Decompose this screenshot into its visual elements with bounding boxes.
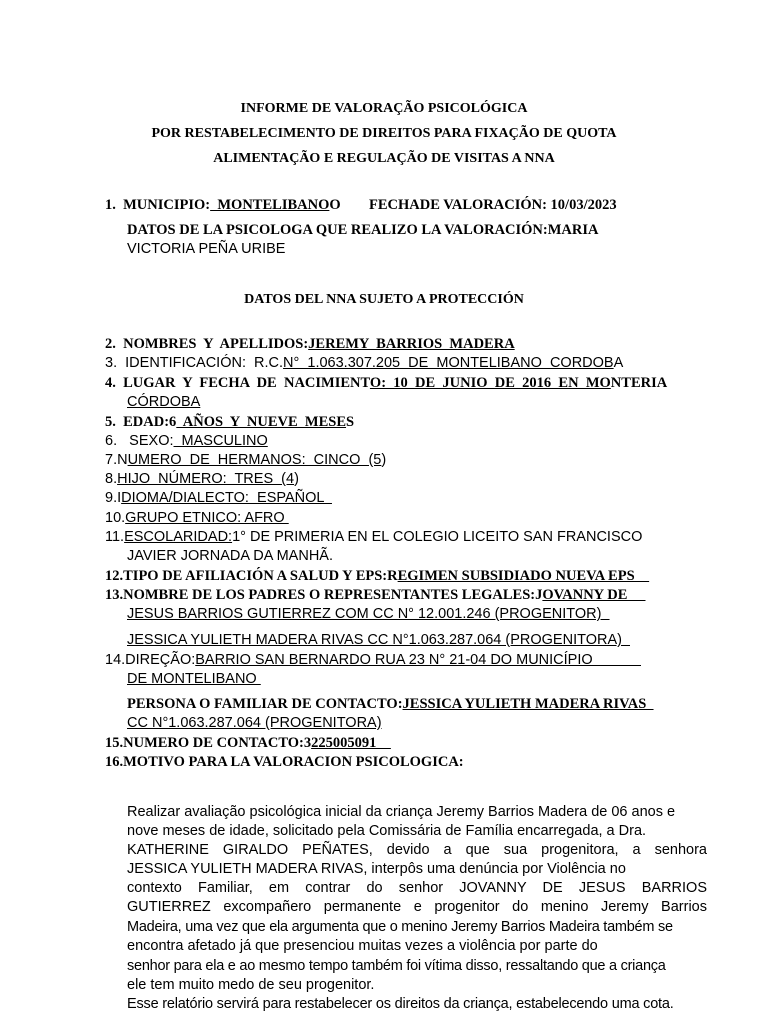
item-11-value: ESCOLARIDAD: (124, 529, 233, 545)
item-15-numero-contacto (105, 734, 391, 752)
item-12-afiliacion (105, 567, 649, 585)
item-10-label: 10. (105, 510, 126, 526)
item-10-value: GRUPO ETNICO: AFRO (125, 510, 289, 526)
item-4-label: 4. LUGAR Y FECHA DE NACIMIENT (105, 375, 370, 391)
item-9-idioma (105, 489, 332, 507)
item-2-value: JEREMY BARRIOS MADERA (308, 336, 515, 352)
section-nna-title: DATOS DEL NNA SUJETO A PROTECCIÓN (244, 292, 524, 307)
municipio-value: MONTELIBANO (210, 197, 330, 213)
item-8-value: HIJO NÚMERO: TRES (4 (117, 471, 295, 487)
psicologa-name: VICTORIA PEÑA URIBE (127, 241, 286, 257)
item-6-value: MASCULINO (173, 433, 268, 449)
report-title-line-2: POR RESTABELECIMENTO DE DIREITOS PARA FIXAÇÃO DE QUOTA (151, 126, 617, 141)
paragraph-line-8: encontra afetado já que presenciou muitas vezes a violência por parte do (127, 938, 598, 954)
item-10-grupo-etnico (105, 509, 289, 527)
item-13-progenitora: JESSICA YULIETH MADERA RIVAS CC N°1.063.287.064 (PROGENITORA) (127, 632, 630, 648)
item-2-label: 2. NOMBRES Y APELLIDOS: (105, 336, 309, 352)
contact-cc: CC N°1.063.287.064 (PROGENITORA) (127, 715, 382, 731)
item-6-sexo (105, 432, 268, 450)
paragraph-line-3: KATHERINE GIRALDO PEÑATES, devido a que sua progenitora, a senhora (127, 842, 707, 858)
item-6-label: 6. SEXO: (105, 433, 174, 449)
report-title-line-3: ALIMENTAÇÃO E REGULAÇÃO DE VISITAS A NNA (213, 151, 555, 166)
item-4-nacimiento (105, 374, 667, 392)
item-11-escolaridad (105, 528, 642, 546)
section-1-municipio: 1. MUNICIPIO: MONTELIBANOO (105, 197, 341, 213)
paragraph-line-5: contexto Familiar, em contrar do senhor JOVANNY DE JESUS BARRIOS (127, 880, 707, 896)
item-15-value: 225005091 (311, 735, 391, 751)
item-11-tail: 1° DE PRIMERIA EN EL COLEGIO LICEITO SAN FRANCISCO (232, 529, 643, 545)
item-7-value: UMERO DE HERMANOS: CINCO (5 (127, 452, 382, 468)
item-7-tail: ) (381, 452, 387, 468)
item-7-hermanos (105, 451, 386, 469)
item-13-progenitor: JESUS BARRIOS GUTIERREZ COM CC N° 12.001.246 (PROGENITOR) (127, 606, 610, 622)
item-11-continued: JAVIER JORNADA DA MANHÃ. (127, 548, 333, 564)
item-3-tail: A (613, 355, 624, 371)
item-4-tail: NTERIA (610, 375, 668, 391)
section-1-number: 1. (105, 197, 116, 213)
item-3-value: N° 1.063.307.205 DE MONTELIBANO CORDOB (283, 355, 614, 371)
item-5-value: AÑOS Y NUEVE MESE (176, 414, 347, 430)
item-5-edad (105, 413, 354, 431)
contact-value: JESSICA YULIETH MADERA RIVAS (402, 696, 654, 712)
report-title-line-1: INFORME DE VALORAÇÃO PSICOLÓGICA (240, 101, 528, 116)
paragraph-line-4: JESSICA YULIETH MADERA RIVAS, interpôs uma denúncia por Violência no (127, 861, 626, 877)
item-9-label: 9.I (105, 490, 122, 506)
item-9-value: DIOMA/DIALECTO: ESPAÑOL (121, 490, 332, 506)
paragraph-line-9: senhor para ela e ao mesmo tempo também foi vítima disso, ressaltando que a criança (127, 958, 666, 974)
item-15-label: 15.NUMERO DE CONTACTO:3 (105, 735, 312, 751)
item-13-value: OVANNY DE (542, 587, 646, 603)
paragraph-line-6: GUTIERREZ excompañero permanente e progenitor do menino Jeremy Barrios (127, 899, 707, 915)
psicologa-label: DATOS DE LA PSICOLOGA QUE REALIZO LA VALORACIÓN:MARIA (127, 222, 599, 238)
item-8-tail: ) (294, 471, 299, 487)
item-2-nombres (105, 335, 515, 353)
item-4-value: O: 10 DE JUNIO DE 2016 EN MO (369, 375, 611, 391)
item-5-label: 5. EDAD:6 (105, 414, 177, 430)
item-13-label: 13.NOMBRE DE LOS PADRES O REPRESENTANTES LEGALES:J (105, 587, 543, 603)
item-3-label: 3. IDENTIFICACIÓN: R.C. (105, 355, 284, 371)
item-4-continued: CÓRDOBA (127, 394, 201, 410)
item-16-motivo: 16.MOTIVO PARA LA VALORACION PSICOLOGICA: (105, 754, 464, 770)
item-12-label: 12.TIPO DE AFILIACIÓN A SALUD Y EPS:R (105, 568, 398, 584)
item-7-label: 7.N (105, 452, 128, 468)
item-14-direccion (105, 651, 641, 669)
item-14-continued: DE MONTELIBANO (127, 671, 261, 687)
paragraph-line-1: Realizar avaliação psicológica inicial da criança Jeremy Barrios Madera de 06 anos e (127, 804, 676, 820)
paragraph-line-11: Esse relatório servirá para restabelecer os direitos da criança, estabelecendo uma cota. (127, 996, 674, 1012)
paragraph-line-10: ele tem muito medo de seu progenitor. (127, 977, 375, 993)
item-11-label: 11. (105, 529, 125, 545)
item-8-hijo-numero (105, 470, 299, 488)
item-12-value: EGIMEN SUBSIDIADO NUEVA EPS (397, 568, 650, 584)
fecha-valoracion: FECHADE VALORACIÓN: 10/03/2023 (369, 197, 617, 213)
contact-label: PERSONA O FAMILIAR DE CONTACTO: (127, 696, 403, 712)
item-8-label: 8. (105, 471, 118, 487)
paragraph-line-2: nove meses de idade, solicitado pela Comissária de Família encarregada, a Dra. (127, 823, 647, 839)
item-5-tail: S (346, 414, 355, 430)
item-13-padres (105, 586, 646, 604)
item-14-value: BARRIO SAN BERNARDO RUA 23 N° 21-04 DO MUNICÍPIO (195, 652, 641, 668)
paragraph-line-7: Madeira, uma vez que ela argumenta que o menino Jeremy Barrios Madeira também se (127, 919, 673, 935)
contact-person (127, 695, 654, 713)
municipio-label: MUNICIPIO: (123, 197, 211, 213)
item-14-label: 14.DIREÇÃO: (105, 652, 196, 668)
item-3-identificacion (105, 354, 623, 372)
